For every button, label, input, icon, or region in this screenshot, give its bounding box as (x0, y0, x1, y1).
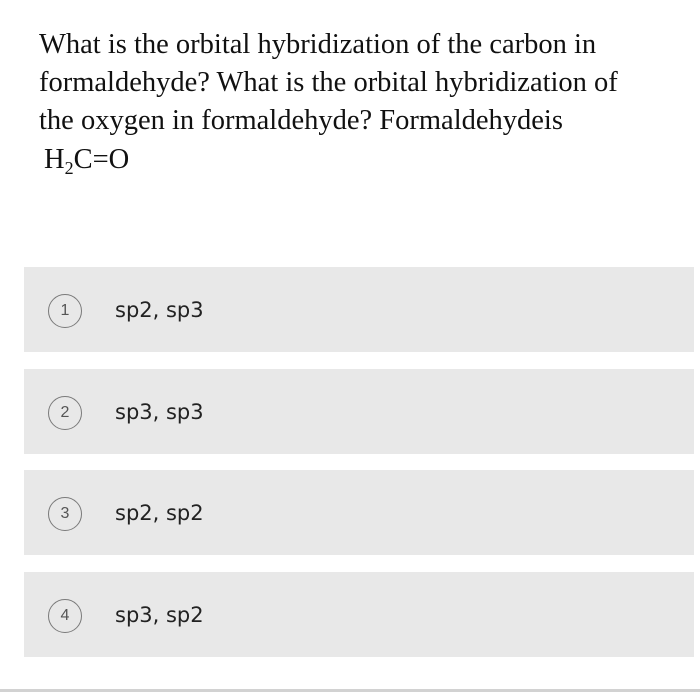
option-number-badge: 3 (48, 497, 82, 531)
formula-part-h: H (44, 144, 65, 175)
formula-part-co: C=O (73, 144, 130, 175)
option-label: sp3, sp3 (115, 400, 204, 424)
question-line: What is the orbital hybridization of the carbon in (39, 29, 597, 60)
question-line: formaldehyde? What is the orbital hybridization of (39, 67, 618, 98)
answer-option-2[interactable] (24, 369, 694, 454)
question-text (39, 26, 689, 140)
bottom-divider (0, 689, 700, 692)
answer-option-4[interactable] (24, 572, 694, 657)
option-label: sp2, sp2 (115, 501, 204, 525)
option-number-badge: 1 (48, 294, 82, 328)
answer-option-3[interactable] (24, 470, 694, 555)
option-number-badge: 2 (48, 396, 82, 430)
question-line: the oxygen in formaldehyde? Formaldehydeis (39, 105, 563, 136)
chemical-formula (44, 143, 129, 177)
formula-subscript: 2 (64, 158, 74, 178)
option-label: sp2, sp3 (115, 298, 204, 322)
option-label: sp3, sp2 (115, 603, 204, 627)
answer-option-1[interactable] (24, 267, 694, 352)
option-number-badge: 4 (48, 599, 82, 633)
